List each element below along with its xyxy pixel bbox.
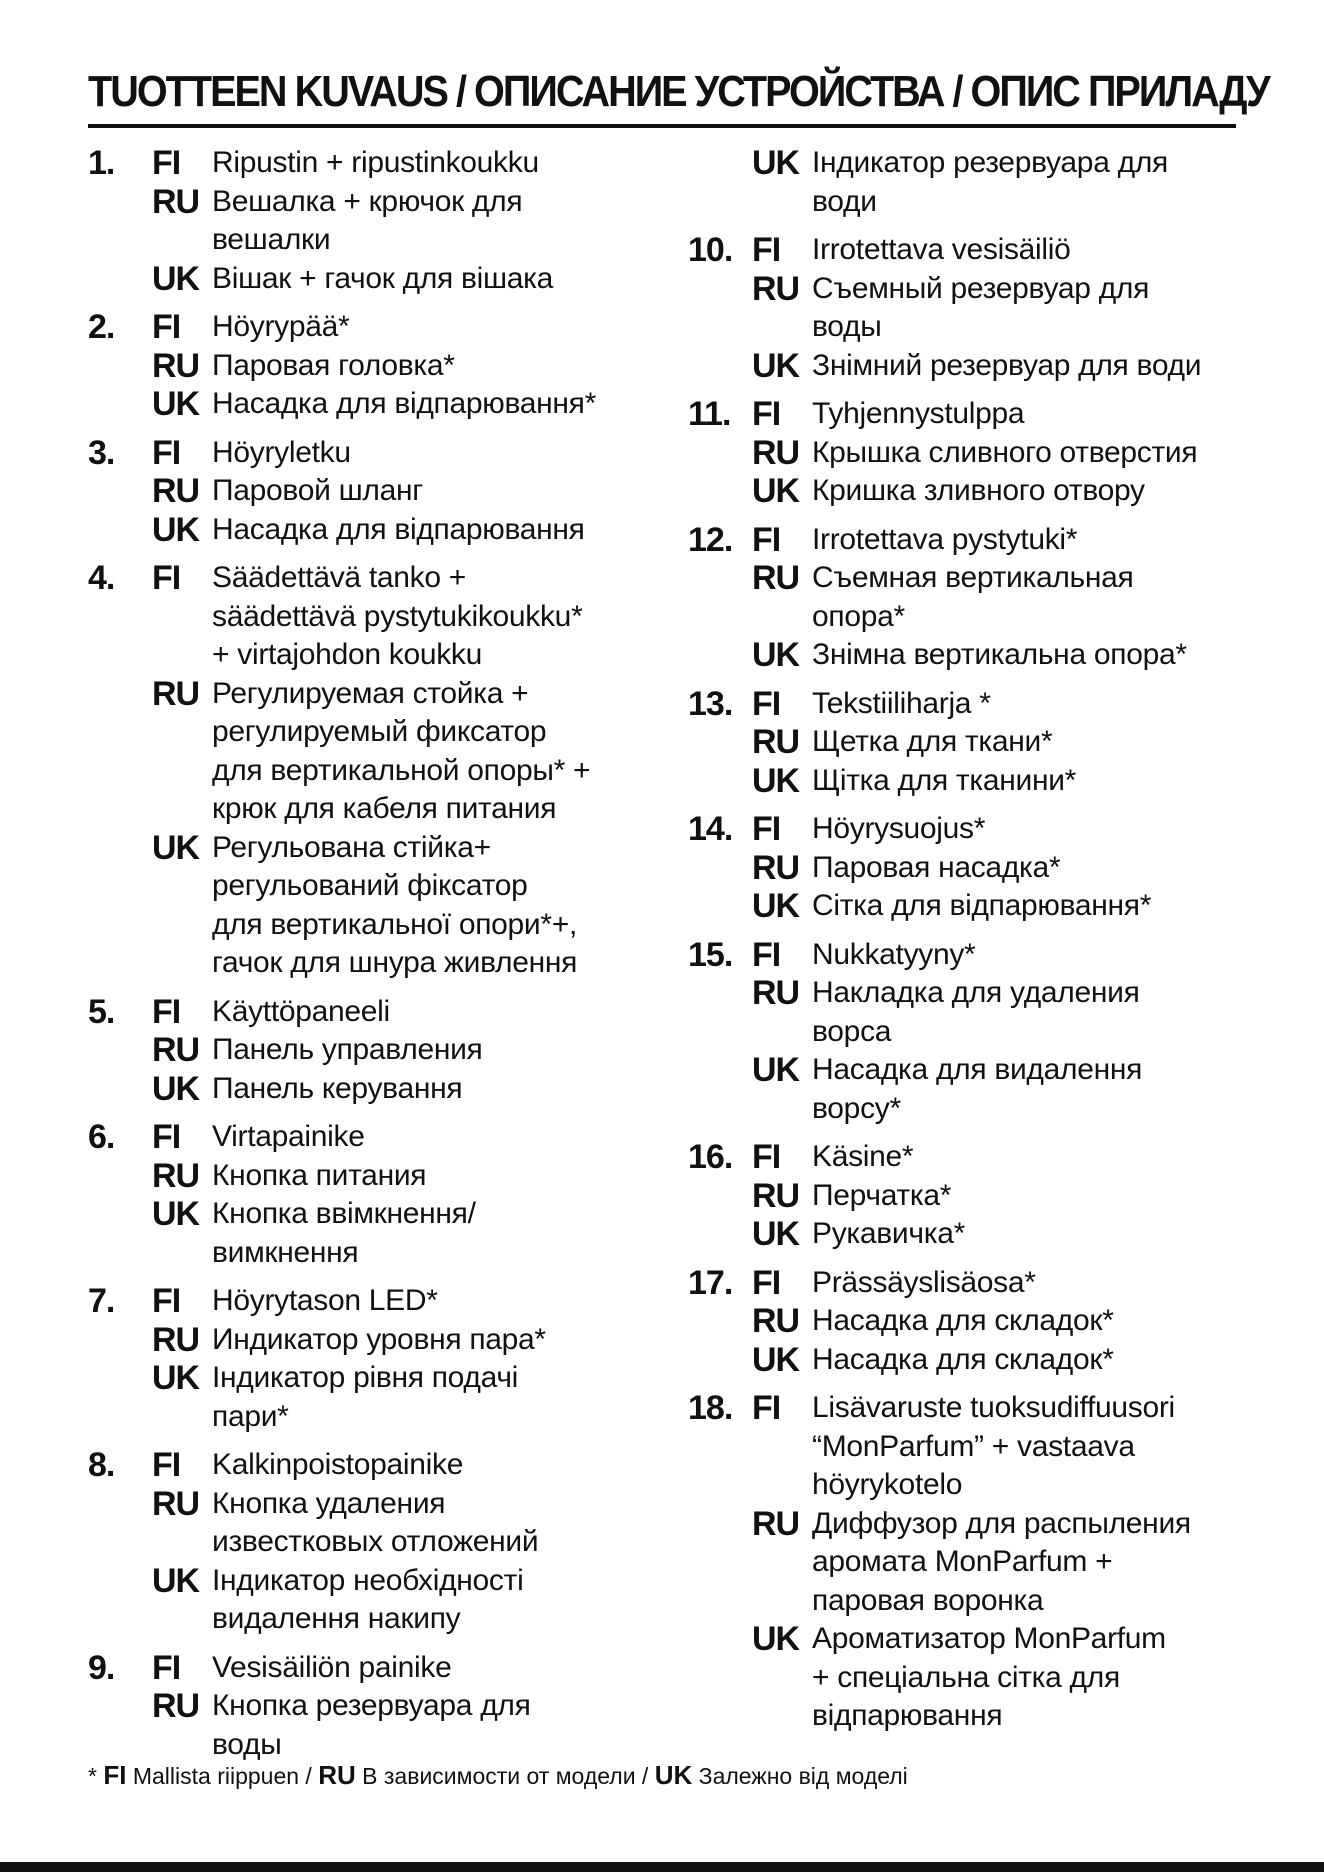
language-code: RU: [152, 182, 200, 221]
language-code: UK: [152, 1195, 200, 1233]
item-number: 7.: [88, 1282, 115, 1320]
item-number: 11.: [688, 395, 731, 433]
language-code: FI: [752, 810, 781, 848]
part-description: Насадка для видалення ворсу*: [812, 1053, 1143, 1125]
language-code: FI: [752, 1138, 781, 1176]
part-description: Кнопка ввімкнення/ вимкнення: [212, 1197, 476, 1269]
part-description: Tyhjennystulppa: [812, 397, 1025, 430]
language-line: [88, 144, 648, 183]
language-line: [88, 993, 648, 1032]
language-line: [688, 347, 1248, 386]
language-code: FI: [152, 992, 181, 1031]
language-code: FI: [752, 231, 781, 269]
language-code: UK: [152, 259, 200, 298]
list-item: [88, 308, 648, 424]
language-code: UK: [752, 887, 800, 925]
language-line: [688, 1341, 1248, 1380]
language-line: [88, 1687, 648, 1764]
item-number: 5.: [88, 992, 115, 1031]
language-line: [688, 395, 1248, 434]
language-line: [688, 1505, 1248, 1621]
language-code: UK: [752, 1340, 800, 1379]
footnote-uk-text: Залежно від моделі: [698, 1763, 908, 1789]
language-line: [88, 1070, 648, 1109]
part-description: Знімний резервуар для води: [812, 348, 1202, 382]
list-item: [688, 521, 1248, 675]
list-item: [88, 993, 648, 1109]
language-code: RU: [152, 346, 200, 385]
part-description: Кришка зливного отвору: [812, 474, 1145, 507]
item-number: 14.: [688, 810, 733, 848]
language-line: [88, 1446, 648, 1485]
item-number: 2.: [88, 308, 115, 346]
language-code: FI: [152, 559, 181, 597]
part-description: Регульована стійка+ регульований фіксатор для вертикальної опори*+, гачок для шнура живлення: [212, 830, 578, 979]
language-line: [88, 308, 648, 347]
language-code: UK: [752, 472, 800, 510]
language-line: [688, 1215, 1248, 1254]
part-description: Крышка сливного отверстия: [812, 435, 1198, 469]
language-code: FI: [152, 1648, 181, 1687]
language-line: [88, 385, 648, 424]
list-item: [88, 1282, 648, 1436]
language-line: [88, 1195, 648, 1272]
language-line: [88, 511, 648, 550]
part-description: Tekstiiliharja *: [812, 686, 991, 720]
language-code: FI: [752, 935, 781, 974]
language-code: RU: [752, 974, 800, 1012]
language-line: [688, 144, 1248, 221]
list-item: [688, 231, 1248, 385]
language-code: UK: [152, 1561, 200, 1600]
language-line: [688, 472, 1248, 511]
language-line: [688, 1389, 1248, 1505]
language-line: [688, 636, 1248, 675]
language-code: RU: [152, 1687, 200, 1725]
part-description: Съемный резервуар для воды: [812, 271, 1150, 343]
language-code: FI: [752, 395, 781, 433]
part-description: Вешалка + крючок для вешалки: [212, 184, 523, 256]
language-code: RU: [152, 1156, 200, 1195]
part-description: Käyttöpaneeli: [212, 994, 390, 1028]
bottom-border: [0, 1862, 1324, 1872]
list-item: [88, 144, 648, 298]
language-code: UK: [152, 828, 200, 867]
part-description: Ароматизатор MonParfum + спеціальна сітка для відпарювання: [812, 1622, 1166, 1732]
footnote-uk-code: UK: [654, 1760, 693, 1790]
right-column: [688, 144, 1248, 1746]
language-code: FI: [752, 520, 781, 559]
item-number: 10.: [688, 231, 733, 269]
language-line: [688, 1620, 1248, 1736]
language-code: RU: [752, 1176, 800, 1215]
part-description: Диффузор для распыления аромата MonParfum + паровая воронка: [812, 1506, 1191, 1617]
item-number: 12.: [688, 520, 733, 559]
language-line: [688, 559, 1248, 636]
language-code: UK: [152, 510, 200, 549]
part-description: Щетка для ткани*: [812, 725, 1053, 758]
footnote-ru-text: В зависимости от модели /: [362, 1763, 649, 1789]
language-line: [688, 810, 1248, 849]
part-description: Irrotettava pystytuki*: [812, 522, 1078, 556]
language-line: [88, 829, 648, 983]
item-number: 17.: [688, 1263, 733, 1302]
part-description: Панель управления: [212, 1033, 483, 1066]
title-underline: [88, 124, 1236, 128]
language-code: RU: [152, 1484, 200, 1523]
language-line: [88, 183, 648, 260]
language-line: [688, 521, 1248, 560]
part-description: Панель керування: [212, 1071, 463, 1105]
part-description: Перчатка*: [812, 1178, 952, 1212]
part-description: Vesisäiliön painike: [212, 1650, 452, 1684]
part-description: Індикатор резервуара для води: [812, 146, 1168, 218]
language-code: UK: [752, 346, 800, 385]
part-description: Lisävaruste tuoksudiffuusori “MonParfum” + vastaava höyrykotelo: [812, 1391, 1175, 1501]
footnote-ru-code: RU: [318, 1760, 356, 1790]
language-code: FI: [152, 433, 181, 472]
part-description: Höyrysuojus*: [812, 812, 986, 845]
language-line: [688, 231, 1248, 270]
item-number: 4.: [88, 559, 115, 597]
language-line: [88, 1282, 648, 1321]
list-item: [688, 1389, 1248, 1736]
language-line: [88, 1562, 648, 1639]
language-code: FI: [152, 144, 181, 182]
part-description: Насадка для складок*: [812, 1342, 1114, 1376]
part-description: Насадка для відпарювання: [212, 512, 585, 546]
language-line: [88, 1321, 648, 1360]
part-description: Паровая головка*: [212, 348, 455, 382]
language-line: [88, 1359, 648, 1436]
part-description: Съемная вертикальная опора*: [812, 561, 1134, 633]
item-number: 18.: [688, 1389, 733, 1427]
part-description: Знімна вертикальна опора*: [812, 638, 1187, 671]
part-description: Паровая насадка*: [812, 850, 1061, 884]
part-description: Регулируемая стойка + регулируемый фиксатор для вертикальной опоры* + крюк для кабеля питания: [212, 676, 591, 825]
part-description: Кнопка резервуара для воды: [212, 1689, 531, 1761]
list-item: [688, 936, 1248, 1129]
page-title: TUOTTEEN KUVAUS / ОПИСАНИЕ УСТРОЙСТВА / ОПИС ПРИЛАДУ: [88, 67, 1269, 116]
language-code: UK: [752, 1051, 800, 1089]
part-description: Höyrytason LED*: [212, 1284, 438, 1317]
language-code: RU: [752, 559, 800, 597]
footnote-fi-code: FI: [103, 1760, 127, 1790]
language-code: RU: [752, 1302, 800, 1340]
item-number: 1.: [88, 144, 115, 182]
part-description: Irrotettava vesisäiliö: [812, 233, 1071, 266]
language-code: UK: [152, 1069, 200, 1108]
language-line: [88, 260, 648, 299]
language-line: [88, 675, 648, 829]
footnote-fi-text: Mallista riippuen /: [132, 1763, 312, 1789]
language-code: UK: [752, 1215, 800, 1253]
language-line: [688, 723, 1248, 762]
language-line: [88, 1649, 648, 1688]
part-description: Насадка для складок*: [812, 1304, 1114, 1337]
language-code: UK: [752, 636, 800, 674]
language-code: FI: [752, 1389, 781, 1427]
language-line: [688, 762, 1248, 801]
language-line: [688, 849, 1248, 888]
language-code: RU: [752, 723, 800, 761]
list-item: [88, 1446, 648, 1639]
language-code: RU: [752, 848, 800, 887]
part-description: Säädettävä tanko + säädettävä pystytukikoukku* + virtajohdon koukku: [212, 561, 583, 671]
language-line: [688, 936, 1248, 975]
part-description: Prässäyslisäosa*: [812, 1265, 1036, 1299]
language-code: UK: [752, 144, 800, 182]
language-code: FI: [752, 1263, 781, 1302]
language-code: FI: [152, 1118, 181, 1156]
language-code: FI: [152, 1446, 181, 1484]
list-item: [88, 434, 648, 550]
language-code: RU: [752, 269, 800, 308]
item-number: 9.: [88, 1648, 115, 1687]
part-description: Кнопка питания: [212, 1158, 427, 1192]
language-code: UK: [152, 1359, 200, 1397]
part-description: Вішак + гачок для вішака: [212, 261, 554, 295]
language-line: [688, 1138, 1248, 1177]
list-item: [688, 395, 1248, 511]
language-code: RU: [752, 1504, 800, 1543]
language-line: [88, 472, 648, 511]
list-item: [88, 559, 648, 983]
footnote-star: *: [88, 1763, 97, 1789]
item-number: 3.: [88, 433, 115, 472]
part-description: Щітка для тканини*: [812, 763, 1077, 797]
language-line: [688, 685, 1248, 724]
list-item: [688, 1264, 1248, 1380]
language-line: [688, 1264, 1248, 1303]
language-line: [88, 347, 648, 386]
language-line: [688, 1051, 1248, 1128]
part-description: Ripustin + ripustinkoukku: [212, 146, 539, 179]
item-number: 16.: [688, 1138, 733, 1176]
left-column: [88, 144, 648, 1774]
language-line: [88, 1485, 648, 1562]
list-item: [688, 144, 1248, 221]
item-number: 6.: [88, 1118, 115, 1156]
part-description: Индикатор уровня пара*: [212, 1322, 546, 1356]
language-code: FI: [152, 308, 181, 346]
language-code: RU: [152, 1320, 200, 1359]
part-description: Virtapainike: [212, 1120, 365, 1153]
language-code: UK: [152, 385, 200, 423]
part-description: Höyrypää*: [212, 310, 350, 343]
item-number: 15.: [688, 935, 733, 974]
part-description: Насадка для відпарювання*: [212, 387, 596, 420]
language-line: [88, 1118, 648, 1157]
part-description: Рукавичка*: [812, 1217, 965, 1250]
language-line: [688, 1302, 1248, 1341]
language-line: [88, 1031, 648, 1070]
part-description: Höyryletku: [212, 435, 351, 469]
language-line: [88, 1157, 648, 1196]
list-item: [688, 685, 1248, 801]
part-description: Індикатор необхідності видалення накипу: [212, 1563, 524, 1635]
part-description: Kalkinpoistopainike: [212, 1448, 464, 1481]
language-code: RU: [152, 674, 200, 713]
item-number: 8.: [88, 1446, 115, 1484]
list-item: [688, 1138, 1248, 1254]
list-item: [688, 810, 1248, 926]
language-code: RU: [752, 433, 800, 472]
part-description: Кнопка удаления известковых отложений: [212, 1486, 539, 1558]
part-description: Käsine*: [812, 1140, 914, 1173]
language-code: RU: [152, 1031, 200, 1069]
language-line: [688, 270, 1248, 347]
part-description: Nukkatyyny*: [812, 937, 976, 971]
footnote: [88, 1760, 908, 1791]
language-line: [688, 974, 1248, 1051]
language-line: [688, 887, 1248, 926]
language-code: UK: [752, 761, 800, 800]
part-description: Сітка для відпарювання*: [812, 889, 1152, 922]
part-description: Накладка для удаления ворса: [812, 976, 1140, 1048]
item-number: 13.: [688, 684, 733, 723]
list-item: [88, 1649, 648, 1765]
part-description: Індикатор рівня подачі пари*: [212, 1361, 519, 1433]
language-line: [88, 434, 648, 473]
language-line: [688, 1177, 1248, 1216]
part-description: Паровой шланг: [212, 474, 423, 507]
language-line: [88, 559, 648, 675]
language-code: FI: [152, 1282, 181, 1320]
language-code: RU: [152, 472, 200, 510]
language-code: FI: [752, 684, 781, 723]
language-code: UK: [752, 1620, 800, 1658]
list-item: [88, 1118, 648, 1272]
language-line: [688, 434, 1248, 473]
